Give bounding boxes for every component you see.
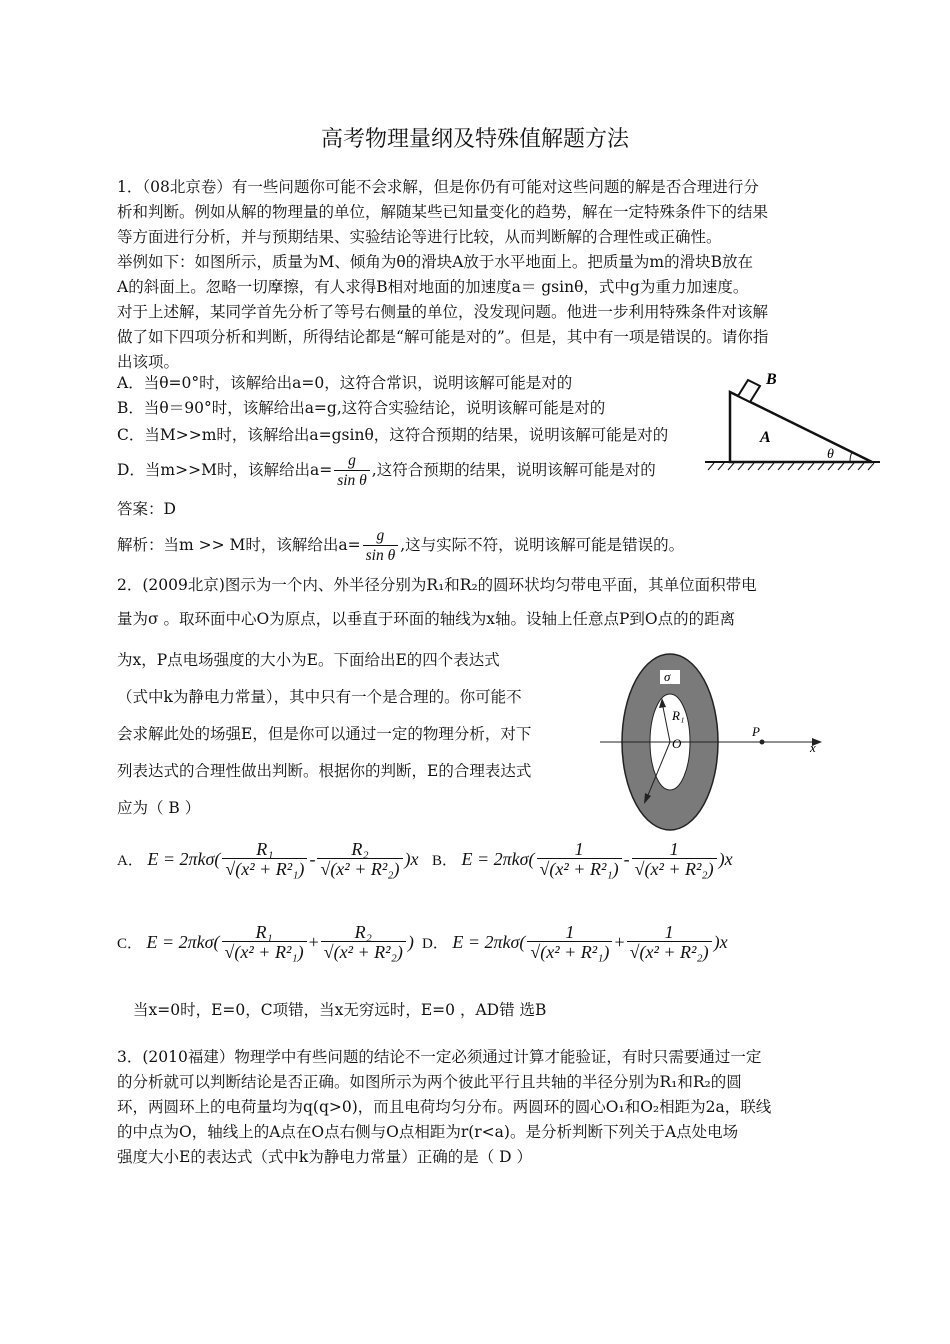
option-b-label: B． xyxy=(432,853,458,869)
plus-sign: + xyxy=(308,932,319,952)
close-paren: )x xyxy=(718,849,733,869)
q2-line: 2．(2009北京)图示为一个内、外半径分别为R₁和R₂的圆环状均匀带电平面，其单位面积带电 xyxy=(117,576,757,594)
q1-line: 1．（08北京卷）有一些问题你可能不会求解，但是你仍有可能对这些问题的解是否合理进行分 xyxy=(117,178,759,196)
q1-option-d-suffix: ,这符合预期的结果，说明该解可能是对的 xyxy=(371,461,656,479)
fraction-denominator: sin θ xyxy=(337,471,367,489)
denominator-r1: √(x² + R²₁) xyxy=(539,859,619,879)
origin-label: O xyxy=(672,736,682,751)
q1-analysis xyxy=(117,525,684,566)
r2-label: R₂ xyxy=(666,754,679,769)
denominator-r2: √(x² + R²₂) xyxy=(634,859,714,879)
formula-fraction xyxy=(537,840,622,879)
minus-sign: - xyxy=(623,849,630,869)
q1-line: 等方面进行分析，并与预期结果、实验结论等进行比较，从而判断解的合理性或正确性。 xyxy=(117,228,722,246)
formula-fraction xyxy=(222,840,307,879)
q2-note: 当x=0时，E=0，C项错，当x无穷远时，E=0 ，AD错 选B xyxy=(133,1001,547,1019)
q3-line: 的中点为O，轴线上的A点在O点右侧与O点相距为r(r<a)。是分析判断下列关于A点处电场 xyxy=(117,1123,739,1141)
q1-line: 出该项。 xyxy=(117,353,180,371)
q1-answer: 答案：D xyxy=(117,500,176,518)
option-d-label: D． xyxy=(422,936,448,952)
q1-option-c: C．当M>>m时，该解给出a=gsinθ，这符合预期的结果，说明该解可能是对的 xyxy=(117,426,669,444)
denominator-r2: √(x² + R²₂) xyxy=(323,942,403,962)
charged-ring-figure xyxy=(600,650,840,835)
formula-lhs: E = 2πkσ( xyxy=(461,849,535,869)
fraction-denominator: sin θ xyxy=(365,546,396,564)
formula-fraction xyxy=(627,923,712,962)
q2-line: 会求解此处的场强E，但是你可以通过一定的物理分析，对下 xyxy=(117,725,532,743)
q2-line: 列表达式的合理性做出判断。根据你的判断，E的合理表达式 xyxy=(117,762,532,780)
close-paren: )x xyxy=(713,932,728,952)
q2-line: （式中k为静电力常量），其中只有一个是合理的。你可能不 xyxy=(117,688,522,706)
q1-line: 做了如下四项分析和判断，所得结论都是“解可能是对的”。但是，其中有一项是错误的。请你指 xyxy=(117,328,769,346)
plus-sign: + xyxy=(614,932,625,952)
option-c-label: C． xyxy=(117,936,143,952)
numerator-one: 1 xyxy=(627,923,712,942)
close-paren: )x xyxy=(404,849,419,869)
fraction-numerator: g xyxy=(334,452,370,471)
formula-a xyxy=(117,840,418,879)
numerator-one: 1 xyxy=(632,840,717,859)
numerator-one: 1 xyxy=(527,923,612,942)
q1-option-d xyxy=(117,450,656,491)
q1-option-a: A．当θ=0°时，该解给出a=0，这符合常识，说明该解可能是对的 xyxy=(117,374,573,392)
denominator-r1: √(x² + R²₁) xyxy=(224,942,304,962)
q3-line: 3．(2010福建）物理学中有些问题的结论不一定必须通过计算才能验证，有时只需要通过一定 xyxy=(117,1048,762,1066)
minus-sign: - xyxy=(309,849,316,869)
q1-analysis-prefix: 解析：当m >> M时，该解给出a= xyxy=(117,536,361,554)
numerator-one: 1 xyxy=(537,840,622,859)
page-title: 高考物理量纲及特殊值解题方法 xyxy=(320,127,629,152)
formula-fraction xyxy=(222,923,307,962)
numerator-r2: R₂ xyxy=(317,840,402,859)
formula-b xyxy=(432,840,733,879)
q3-line: 环，两圆环上的电荷量均为q(q>0)，而且电荷均匀分布。两圆环的圆心O₁和O₂相距为2a，联线 xyxy=(117,1098,772,1116)
numerator-r1: R₁ xyxy=(222,840,307,859)
point-p-label: P xyxy=(752,724,760,739)
q1-option-d-prefix: D．当m>>M时，该解给出a= xyxy=(117,461,333,479)
q3-line: 的分析就可以判断结论是否正确。如图所示为两个彼此平行且共轴的半径分别为R₁和R₂的圆 xyxy=(117,1073,742,1091)
formula-lhs: E = 2πkσ( xyxy=(147,849,221,869)
q1-line: 对于上述解，某同学首先分析了等号右侧量的单位，没发现问题。他进一步利用特殊条件对该解 xyxy=(117,303,769,321)
q1-line: 析和判断。例如从解的物理量的单位，解随某些已知量变化的趋势，解在一定特殊条件下的结果 xyxy=(117,203,769,221)
fraction-numerator: g xyxy=(363,527,399,546)
formula-lhs: E = 2πkσ( xyxy=(146,932,220,952)
x-axis-label: x xyxy=(810,740,816,755)
formula-fraction xyxy=(317,840,402,879)
block-a-label: A xyxy=(760,429,771,446)
denominator-r1: √(x² + R²₁) xyxy=(530,942,610,962)
g-over-sin-fraction xyxy=(334,452,370,491)
formula-c xyxy=(117,923,414,962)
q2-line: 为x，P点电场强度的大小为E。下面给出E的四个表达式 xyxy=(117,651,500,669)
q3-line: 强度大小E的表达式（式中k为静电力常量）正确的是（ D ） xyxy=(117,1148,532,1166)
incline-figure xyxy=(700,370,890,475)
close-paren: ) xyxy=(407,932,414,952)
block-b-label: B xyxy=(766,371,777,388)
formula-fraction xyxy=(527,923,612,962)
option-a-label: A． xyxy=(117,853,143,869)
sigma-label: σ xyxy=(664,669,671,684)
numerator-r1: R₁ xyxy=(222,923,307,942)
q1-line: 举例如下：如图所示，质量为M、倾角为θ的滑块A放于水平地面上。把质量为m的滑块B放在 xyxy=(117,253,753,271)
denominator-r1: √(x² + R²₁) xyxy=(225,859,305,879)
denominator-r2: √(x² + R²₂) xyxy=(320,859,400,879)
q1-line: A的斜面上。忽略一切摩擦，有人求得B相对地面的加速度a＝ gsinθ，式中g为重力加速度。 xyxy=(117,278,749,296)
q1-option-b: B．当θ＝90°时，该解给出a=g,这符合实验结论，说明该解可能是对的 xyxy=(117,399,606,417)
q2-line: 量为σ 。取环面中心O为原点，以垂直于环面的轴线为x轴。设轴上任意点P到O点的的距离 xyxy=(117,610,736,628)
formula-d xyxy=(422,923,728,962)
q1-analysis-suffix: ,这与实际不符，说明该解可能是错误的。 xyxy=(400,536,685,554)
g-over-sin-fraction xyxy=(363,527,399,566)
q2-line: 应为（ B ） xyxy=(117,799,201,817)
formula-fraction xyxy=(321,923,406,962)
formula-fraction xyxy=(632,840,717,879)
denominator-r2: √(x² + R²₂) xyxy=(629,942,709,962)
r1-label: R₁ xyxy=(672,708,685,723)
angle-label: θ xyxy=(827,447,834,462)
numerator-r2: R₂ xyxy=(321,923,406,942)
formula-lhs: E = 2πkσ( xyxy=(452,932,526,952)
